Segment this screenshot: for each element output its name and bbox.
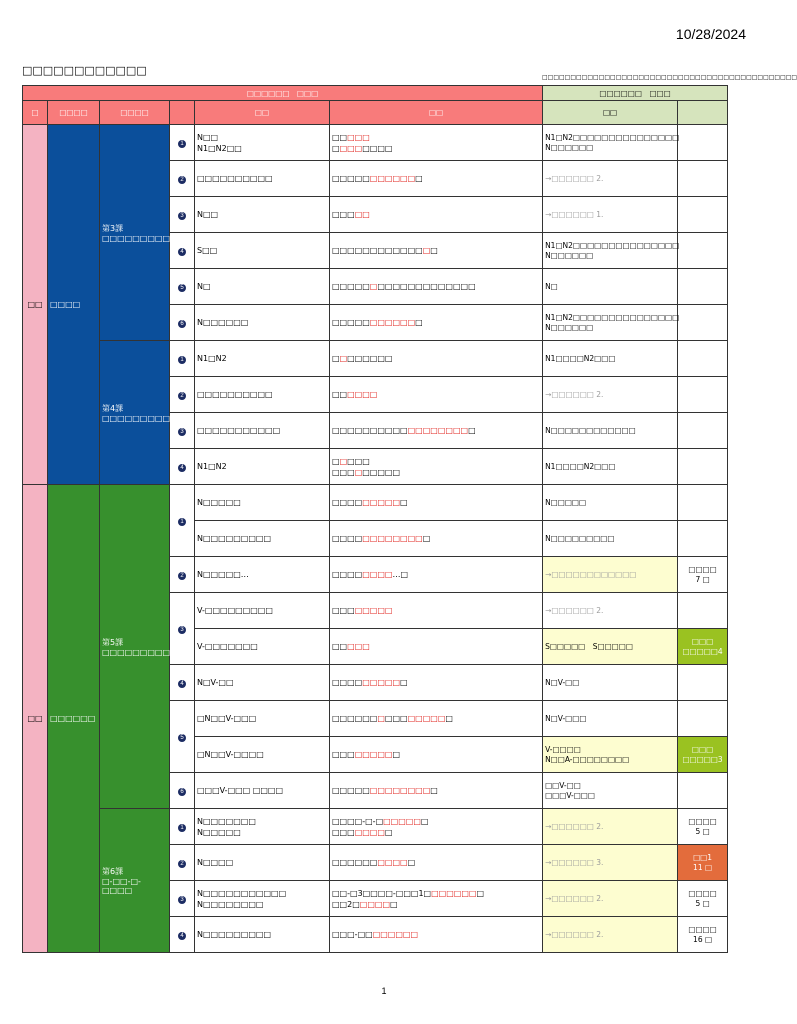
extra-cell: □□□□ 5 □ bbox=[678, 809, 728, 845]
table-row bbox=[23, 125, 728, 161]
reference-cell: →□□□□□□ 2. bbox=[543, 809, 678, 845]
pattern-cell: N□V-□□ bbox=[195, 665, 330, 701]
example-cell: □□□□□□□□□□□□□□□□ bbox=[330, 701, 543, 737]
extra-cell bbox=[678, 233, 728, 269]
category-cell-2: □□□□□□ bbox=[48, 485, 100, 953]
left-section-title: □□□□□□ □□□ bbox=[23, 86, 543, 101]
extra-cell: □□□ □□□□□3 bbox=[678, 737, 728, 773]
example-cell: □□□□□□□□□□□□□ bbox=[330, 521, 543, 557]
pattern-cell: □□□□□□□□□□□ bbox=[195, 413, 330, 449]
extra-cell bbox=[678, 305, 728, 341]
example-cell: □□□□□□□□□□□ bbox=[330, 845, 543, 881]
col-category: □□□□ bbox=[48, 101, 100, 125]
reference-cell: N1□□□□N2□□□ bbox=[543, 449, 678, 485]
reference-cell: N1□N2□□□□□□□□□□□□□□□ N□□□□□□ bbox=[543, 125, 678, 161]
pattern-cell: □N□□V-□□□ bbox=[195, 701, 330, 737]
reference-cell: N□□□□□□□□□□□□ bbox=[543, 413, 678, 449]
example-cell: □□□□□□□□□□□□ bbox=[330, 161, 543, 197]
pattern-cell: □□□□□□□□□□ bbox=[195, 377, 330, 413]
extra-cell: □□□□ 16 □ bbox=[678, 917, 728, 953]
chapter-cell-4: 第4課 □□□□□□□□□□ bbox=[100, 341, 170, 485]
col-lesson: □ bbox=[23, 101, 48, 125]
chapter-cell-5: 第5課 □□□□□□□□□ bbox=[100, 485, 170, 809]
pattern-cell: N□□□□□□□□□ bbox=[195, 521, 330, 557]
extra-cell bbox=[678, 449, 728, 485]
pattern-cell: □N□□V-□□□□ bbox=[195, 737, 330, 773]
extra-cell bbox=[678, 125, 728, 161]
extra-cell bbox=[678, 197, 728, 233]
pattern-cell: N□□ N1□N2□□ bbox=[195, 125, 330, 161]
example-cell: □□□□□□□□□□ bbox=[330, 665, 543, 701]
example-cell: □□□-□□□□□□□□ bbox=[330, 917, 543, 953]
item-number-badge: 1 bbox=[178, 518, 186, 526]
col-number bbox=[170, 101, 195, 125]
reference-cell: N1□□□□N2□□□ bbox=[543, 341, 678, 377]
pattern-cell: N□□□□□… bbox=[195, 557, 330, 593]
example-cell: □□□□□□□□ bbox=[330, 341, 543, 377]
category-cell-1: □□□□ bbox=[48, 125, 100, 485]
chapter-cell-3: 第3課 □□□□□□□□□□□ bbox=[100, 125, 170, 341]
extra-cell bbox=[678, 413, 728, 449]
item-number-badge: 1 bbox=[178, 824, 186, 832]
reference-cell: →□□□□□□ 3. bbox=[543, 845, 678, 881]
example-cell: □□□□□□□□□□□□□□ bbox=[330, 233, 543, 269]
example-cell: □□□□□□□□□□□□□□ bbox=[330, 773, 543, 809]
reference-cell: □□V-□□ □□□V-□□□ bbox=[543, 773, 678, 809]
example-cell: □□□□□ □□□□□□□□□ bbox=[330, 449, 543, 485]
pattern-cell: S□□ bbox=[195, 233, 330, 269]
pattern-cell: N1□N2 bbox=[195, 449, 330, 485]
item-number-badge: 1 bbox=[178, 356, 186, 364]
pattern-cell: □□□V-□□□ □□□□ bbox=[195, 773, 330, 809]
extra-cell: □□□ □□□□□4 bbox=[678, 629, 728, 665]
item-number-badge: 4 bbox=[178, 248, 186, 256]
item-number-badge: 4 bbox=[178, 932, 186, 940]
grammar-table bbox=[22, 85, 728, 953]
reference-cell: N□V-□□□ bbox=[543, 701, 678, 737]
example-cell: □□□□-□-□□□□□□□ □□□□□□□□ bbox=[330, 809, 543, 845]
example-cell: □□□□□□□□□ bbox=[330, 737, 543, 773]
example-cell: □□□□□□□□□□□□□□□□□□□ bbox=[330, 269, 543, 305]
extra-cell bbox=[678, 665, 728, 701]
pattern-cell: V-□□□□□□□□□ bbox=[195, 593, 330, 629]
pattern-cell: N□□□□□□□ N□□□□□ bbox=[195, 809, 330, 845]
pattern-cell: N□□□□□□ bbox=[195, 305, 330, 341]
extra-cell bbox=[678, 269, 728, 305]
reference-cell: N□□□□□ bbox=[543, 485, 678, 521]
example-cell: □□□□□ □□□□□□□□ bbox=[330, 125, 543, 161]
extra-cell bbox=[678, 521, 728, 557]
item-number-badge: 3 bbox=[178, 428, 186, 436]
pattern-cell: V-□□□□□□□ bbox=[195, 629, 330, 665]
page-number: 1 bbox=[381, 986, 387, 996]
pattern-cell: □□□□□□□□□□ bbox=[195, 161, 330, 197]
extra-cell bbox=[678, 341, 728, 377]
item-number-badge: 5 bbox=[178, 284, 186, 292]
pattern-cell: N□□□□□□□□□ bbox=[195, 917, 330, 953]
table-row bbox=[23, 485, 728, 521]
item-number-badge: 3 bbox=[178, 896, 186, 904]
example-cell: □□-□3□□□□-□□□1□□□□□□□□ □□2□□□□□□ bbox=[330, 881, 543, 917]
reference-cell: N□□□□□□□□□ bbox=[543, 521, 678, 557]
reference-cell: N□ bbox=[543, 269, 678, 305]
example-cell: □□□□□□ bbox=[330, 377, 543, 413]
lesson-cell-1: □□ bbox=[23, 125, 48, 485]
col-chapter: □□□□ bbox=[100, 101, 170, 125]
extra-cell bbox=[678, 773, 728, 809]
item-number-badge: 2 bbox=[178, 176, 186, 184]
example-cell: □□□□□□□□□□□□□□□□□□□ bbox=[330, 413, 543, 449]
item-number-badge: 2 bbox=[178, 392, 186, 400]
pattern-cell: N1□N2 bbox=[195, 341, 330, 377]
lesson-cell-2: □□ bbox=[23, 485, 48, 953]
example-cell: □□□□□ bbox=[330, 197, 543, 233]
reference-cell: →□□□□□□ 2. bbox=[543, 161, 678, 197]
print-date: 10/28/2024 bbox=[675, 26, 746, 42]
item-number-badge: 4 bbox=[178, 464, 186, 472]
extra-cell: □□□□ 5 □ bbox=[678, 881, 728, 917]
item-number-badge: 6 bbox=[178, 320, 186, 328]
reference-cell: →□□□□□□ 2. bbox=[543, 593, 678, 629]
extra-cell bbox=[678, 161, 728, 197]
col-extra bbox=[678, 101, 728, 125]
example-cell: □□□□□□□□□□□□ bbox=[330, 305, 543, 341]
col-example: □□ bbox=[330, 101, 543, 125]
reference-cell: V-□□□□ N□□A-□□□□□□□□ bbox=[543, 737, 678, 773]
extra-cell bbox=[678, 377, 728, 413]
pattern-cell: N□ bbox=[195, 269, 330, 305]
extra-cell: □□1 11 □ bbox=[678, 845, 728, 881]
item-number-badge: 2 bbox=[178, 572, 186, 580]
reference-cell: N1□N2□□□□□□□□□□□□□□□ N□□□□□□ bbox=[543, 305, 678, 341]
item-number-badge: 1 bbox=[178, 140, 186, 148]
item-number-badge: 6 bbox=[178, 788, 186, 796]
col-pattern: □□ bbox=[195, 101, 330, 125]
reference-cell: N1□N2□□□□□□□□□□□□□□□ N□□□□□□ bbox=[543, 233, 678, 269]
document-title: □□□□□□□□□□□□ bbox=[22, 64, 147, 77]
reference-cell: →□□□□□□□□□□□□ bbox=[543, 557, 678, 593]
example-cell: □□□□□ bbox=[330, 629, 543, 665]
reference-cell: →□□□□□□ 2. bbox=[543, 881, 678, 917]
pattern-cell: N□□□□□□□□□□□ N□□□□□□□□ bbox=[195, 881, 330, 917]
example-cell: □□□□□□□□…□ bbox=[330, 557, 543, 593]
reference-cell: S□□□□□ S□□□□□ bbox=[543, 629, 678, 665]
item-number-badge: 2 bbox=[178, 860, 186, 868]
extra-cell bbox=[678, 701, 728, 737]
reference-cell: N□V-□□ bbox=[543, 665, 678, 701]
item-number-badge: 3 bbox=[178, 212, 186, 220]
pattern-cell: N□□□□ bbox=[195, 845, 330, 881]
reference-cell: →□□□□□□ 2. bbox=[543, 917, 678, 953]
item-number-badge: 5 bbox=[178, 734, 186, 742]
pattern-cell: N□□ bbox=[195, 197, 330, 233]
right-section-title: □□□□□□ □□□ bbox=[543, 86, 728, 101]
reference-cell: →□□□□□□ 1. bbox=[543, 197, 678, 233]
pattern-cell: N□□□□□ bbox=[195, 485, 330, 521]
reference-cell: →□□□□□□ 2. bbox=[543, 377, 678, 413]
item-number-badge: 3 bbox=[178, 626, 186, 634]
table-row bbox=[23, 809, 728, 845]
extra-cell bbox=[678, 485, 728, 521]
example-cell: □□□□□□□□□□ bbox=[330, 485, 543, 521]
grammar-table-sheet bbox=[22, 85, 727, 947]
table-row bbox=[23, 341, 728, 377]
example-cell: □□□□□□□□ bbox=[330, 593, 543, 629]
header-note: □□□□□□□□□□□□□□□□□□□□□□□□□□□□□□□□□□□□□□□□□□□□□ bbox=[542, 74, 797, 81]
extra-cell bbox=[678, 593, 728, 629]
chapter-cell-6: 第6課 □-□□-□-□□□□ bbox=[100, 809, 170, 953]
item-number-badge: 4 bbox=[178, 680, 186, 688]
extra-cell: □□□□ 7 □ bbox=[678, 557, 728, 593]
col-reference: □□ bbox=[543, 101, 678, 125]
